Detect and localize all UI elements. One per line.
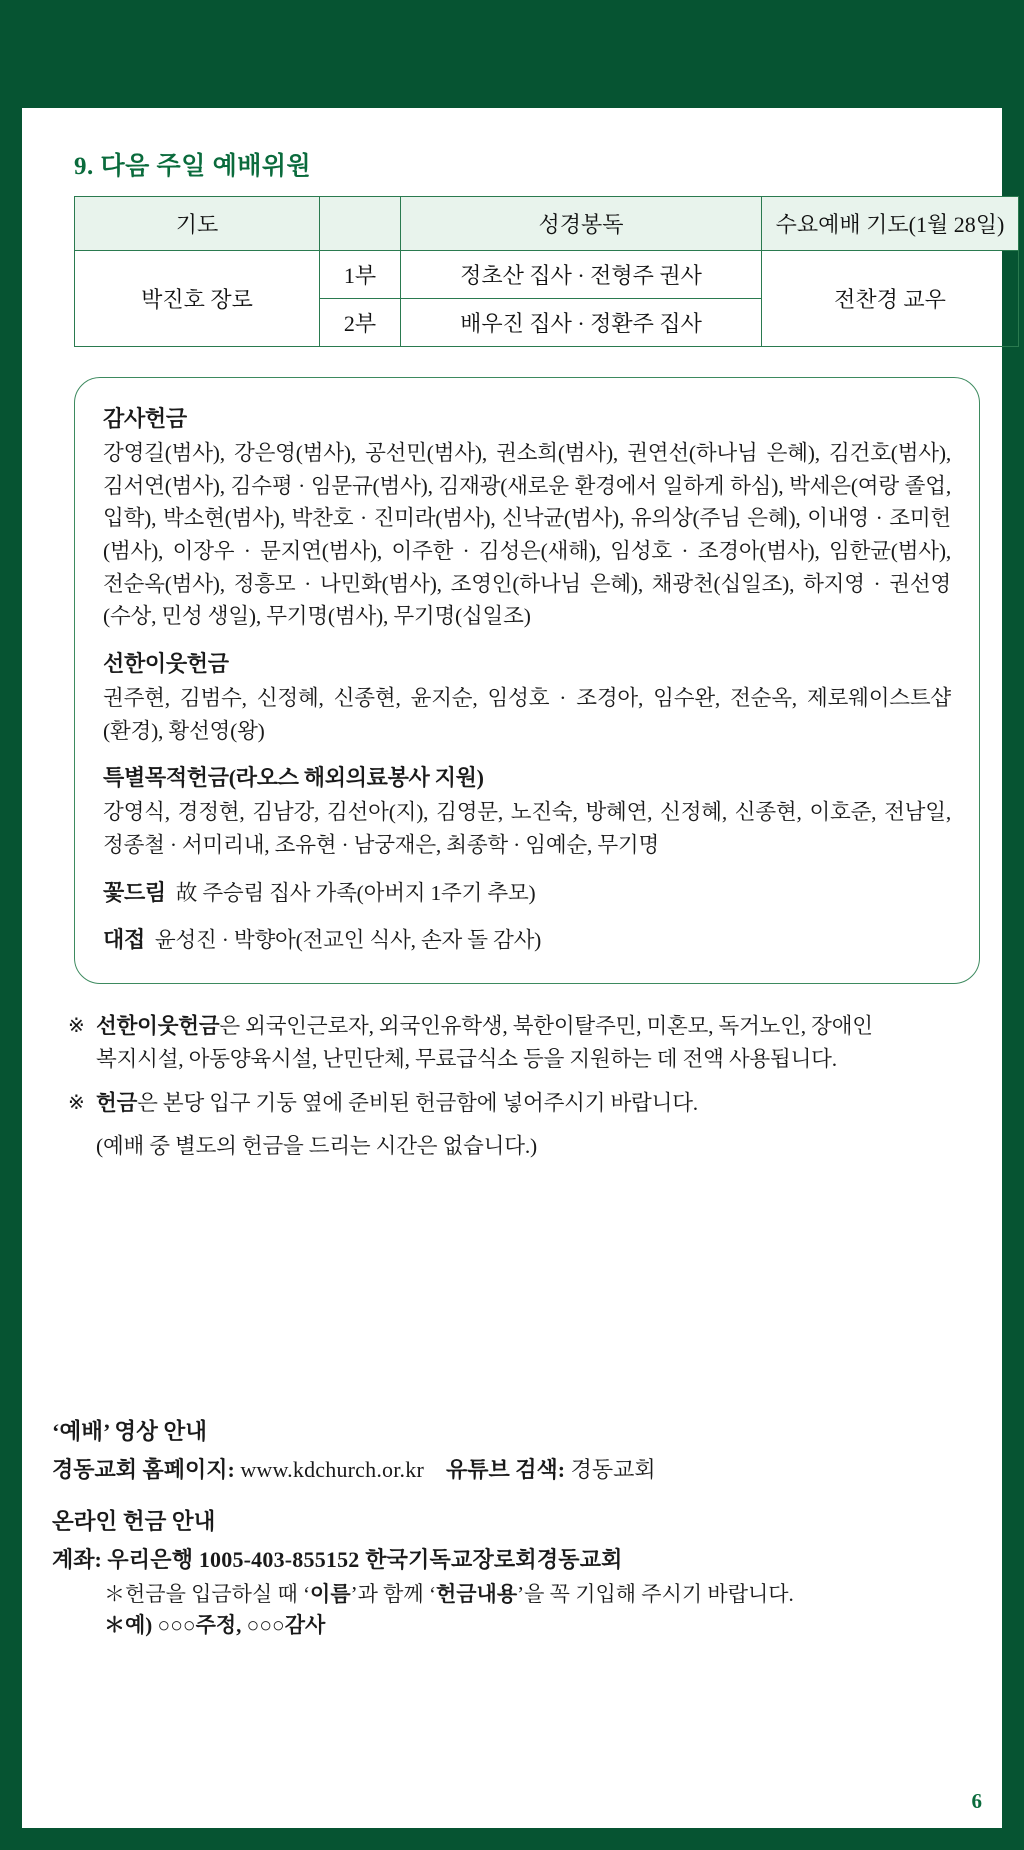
wednesday-person: 전찬경 교우 xyxy=(762,251,1019,347)
pray-person: 박진호 장로 xyxy=(75,251,320,347)
footer-note-2 xyxy=(104,1610,952,1642)
footer-note-1-bold-content: 헌금내용 xyxy=(435,1581,518,1606)
left-green-border xyxy=(0,0,22,1850)
youtube-keyword: 경동교회 xyxy=(570,1456,656,1482)
duty-table-body xyxy=(75,251,1019,347)
part-label-1: 1부 xyxy=(320,251,401,299)
footer-note-1-mid: ’과 함께 ‘ xyxy=(350,1581,436,1606)
note-item-neighbor xyxy=(68,1010,956,1077)
footer-note-1-suffix: ’을 꼭 기입해 주시기 바랍니다. xyxy=(517,1581,794,1606)
footer-note-1 xyxy=(104,1579,952,1611)
section-number: 9. xyxy=(74,153,94,180)
account-value: 우리은행 1005-403-855152 한국기독교장로회경동교회 xyxy=(107,1546,623,1572)
offering-group-thanks xyxy=(103,402,951,633)
homepage-label: 경동교회 홈페이지: xyxy=(52,1456,235,1482)
page-number: 6 xyxy=(971,1789,982,1813)
offering-detail-meal: 윤성진 · 박향아(전교인 식사, 손자 돌 감사) xyxy=(154,928,542,953)
readers-1: 정초산 집사 · 전형주 권사 xyxy=(401,251,762,299)
offering-title-thanks: 감사헌금 xyxy=(103,406,187,431)
offering-group-special xyxy=(103,761,951,861)
offering-box xyxy=(74,377,980,984)
footer-spacer xyxy=(52,1489,952,1505)
offering-line-meal xyxy=(103,923,951,957)
online-offering-title: 온라인 헌금 안내 xyxy=(52,1508,216,1534)
bottom-green-band xyxy=(0,1828,1024,1850)
note-item-offering xyxy=(68,1087,956,1120)
top-green-band xyxy=(0,0,1024,108)
account-row xyxy=(52,1543,952,1576)
note-mark-1: ※ xyxy=(68,1015,85,1038)
offering-title-neighbor: 선한이웃헌금 xyxy=(103,651,229,677)
table-row xyxy=(75,251,1019,299)
duty-table xyxy=(74,196,1019,347)
footer-note-1-bold-name: 이름 xyxy=(310,1581,351,1606)
section-heading xyxy=(74,146,972,182)
footer-note-1-prefix: ＊헌금을 입금하실 때 ‘ xyxy=(104,1581,311,1606)
note-bold-2: 헌금 xyxy=(96,1090,138,1115)
footer-note-2-text: ＊예) ○○○주정, ○○○감사 xyxy=(104,1613,326,1637)
offering-names-special: 강영식, 경정현, 김남강, 김선아(지), 김영문, 노진숙, 방혜연, 신정혜, 신종현, 이호준, 전남일, 정종철 · 서미리내, 조유현 · 남궁재은, 최종학 · 임예순, 무기명 xyxy=(103,800,951,858)
part-label-2: 2부 xyxy=(320,299,401,347)
note-text-2 xyxy=(96,1087,956,1120)
homepage-url[interactable]: www.kdchurch.or.kr xyxy=(240,1456,424,1482)
section-title-text: 다음 주일 예배위원 xyxy=(100,153,312,180)
header-wednesday: 수요예배 기도(1월 28일) xyxy=(762,197,1019,251)
offering-group-neighbor xyxy=(103,647,951,747)
homepage-row xyxy=(52,1453,952,1486)
account-label: 계좌: xyxy=(52,1546,102,1572)
table-header-row xyxy=(75,197,1019,251)
header-pray: 기도 xyxy=(75,197,320,251)
readers-2: 배우진 집사 · 정환주 집사 xyxy=(401,299,762,347)
footer-info xyxy=(52,1415,952,1642)
offering-names-neighbor: 권주현, 김범수, 신정혜, 신종현, 윤지순, 임성호 · 조경아, 임수완, 전순옥, 제로웨이스트샵(환경), 황선영(왕) xyxy=(103,686,951,743)
notes-section xyxy=(68,1010,956,1163)
header-reading: 성경봉독 xyxy=(401,197,762,251)
note-mark-2: ※ xyxy=(68,1091,85,1114)
video-guide-title: ‘예배’ 영상 안내 xyxy=(52,1419,207,1444)
offering-title-meal: 대접 xyxy=(103,927,145,953)
note-bold-1: 선한이웃헌금 xyxy=(96,1014,220,1039)
header-part-spacer xyxy=(320,197,401,251)
note-text-1 xyxy=(96,1010,956,1077)
duty-table-head xyxy=(75,197,1019,251)
note-sub-2: (예배 중 별도의 헌금을 드리는 시간은 없습니다.) xyxy=(96,1134,537,1158)
offering-title-special: 특별목적헌금(라오스 해외의료봉사 지원) xyxy=(103,765,484,791)
offering-line-flower xyxy=(103,876,951,910)
youtube-label: 유튜브 검색: xyxy=(445,1456,566,1482)
note-body-2: 은 본당 입구 기둥 옆에 준비된 헌금함에 넣어주시기 바랍니다. xyxy=(137,1090,698,1115)
note-body-1: 은 외국인근로자, 외국인유학생, 북한이탈주민, 미혼모, 독거노인, 장애인 복지시설, 아동양육시설, 난민단체, 무료급식소 등을 지원하는 데 전액 사용됩니다. xyxy=(96,1014,873,1072)
offering-title-flower: 꽃드림 xyxy=(103,879,166,905)
offering-detail-flower: 故 주승림 집사 가족(아버지 1주기 추모) xyxy=(175,880,536,905)
offering-names-thanks: 강영길(범사), 강은영(범사), 공선민(범사), 권소희(범사), 권연선(하나님 은혜), 김건호(범사), 김서연(범사), 김수평 · 임문규(범사), 김재광(새로운 환경에서 일하게 하심), 박세은(여랑 졸업, 입학), 박소현(범사), 박찬호 · 진미라(범사), 신낙균(범사), 유의상(주님 은혜), 이내영 · 조미헌(범사), 이장우 · 문지연(범사), 이주한 · 김성은(새해), 임성호 · 조경아(범사), 임한균(범사), 전순옥(범사), 정흥모 · 나민화(범사), 조영인(하나님 은혜), 채광천(십일조), 하지영 · 권선영(수상, 민성 생일), 무기명(범사), 무기명(십일조) xyxy=(103,441,951,629)
